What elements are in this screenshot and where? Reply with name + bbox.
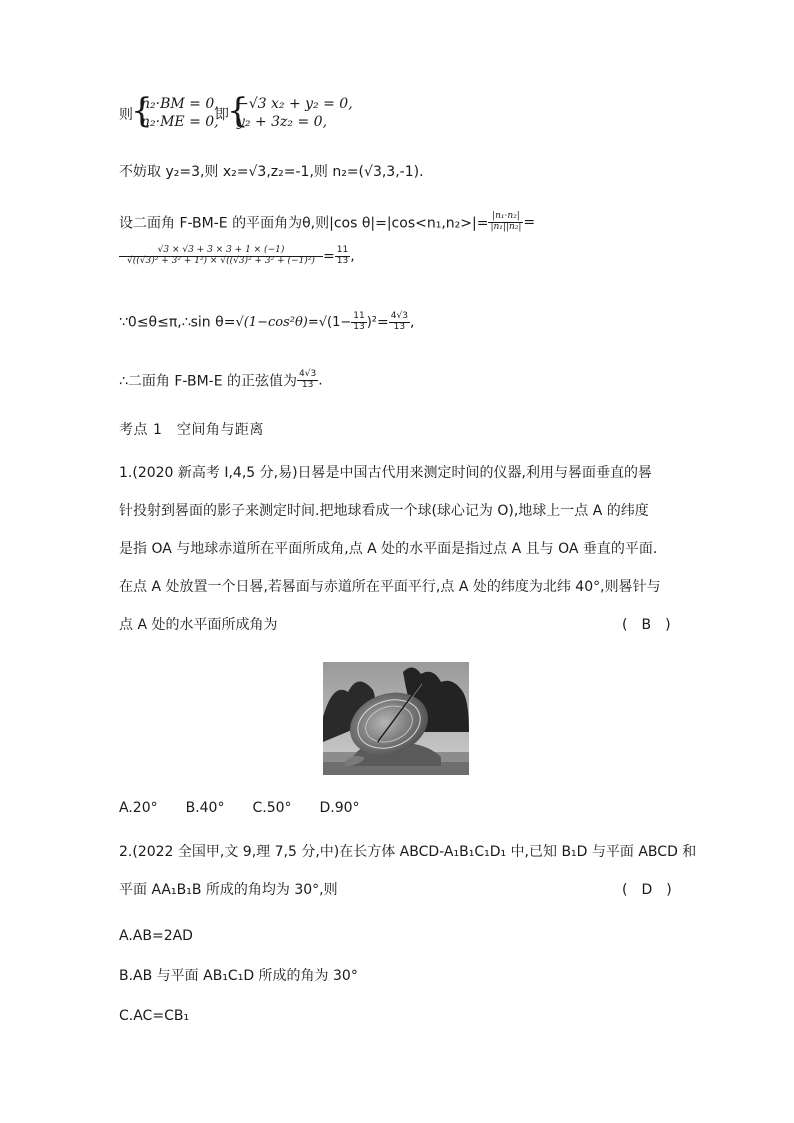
line5-equals: =	[377, 314, 389, 331]
q2-answer: ( D )	[622, 882, 672, 898]
left-brace-2: {	[227, 91, 249, 131]
line5-root2-num: 11	[353, 311, 365, 321]
solution-line-4: $\frac{√3 \times √3 + 3 \times 3 + 1 \times (-1)}{\text{√((√3)² + 3² + 1²) × √((√3)² + 3² + (−1)²)}}$ = $\frac{11}{13}$ ,	[119, 246, 355, 267]
q2-option-b: B.AB 与平面 AB₁C₁D 所成的角为 30°	[119, 968, 358, 984]
line5-root2-pre: =√(1−	[307, 314, 352, 330]
line4-fraction-den: √((√3)² + 3² + 1²) × √((√3)² + 3² + (−1)²)	[127, 255, 315, 266]
line4-fraction-num: √3 × √3 + 3 × 3 + 1 × (−1)	[119, 246, 323, 257]
system2-eq1: −√3 x₂ + y₂ = 0,	[237, 96, 353, 112]
q1-line-1: 1.(2020 新高考 Ⅰ,4,5 分,易)日晷是中国古代用来测定时间的仪器,利用与晷面垂直的晷	[119, 465, 653, 481]
line3-equals: =	[523, 214, 536, 231]
solution-line-3	[119, 212, 535, 233]
line5-end: ,	[409, 314, 415, 331]
line6-fraction-den: 13	[301, 379, 314, 390]
left-brace-1: {	[131, 91, 153, 131]
line3-text: 设二面角 F-BM-E 的平面角为θ,则|cos θ|=|cos<n₁,n₂>|=	[119, 215, 489, 232]
line4-result	[335, 246, 350, 267]
q1-line-3: 是指 OA 与地球赤道所在平面所成角,点 A 处的水平面是指过点 A 且与 OA 垂直的平面.	[119, 541, 658, 557]
jiji-label: 即	[215, 107, 229, 123]
line3-fraction-den: |n₁||n₂|	[490, 221, 522, 232]
q1-options: A.20° B.40° C.50° D.90°	[119, 800, 360, 816]
line5-root2-post: )²	[366, 314, 378, 330]
q2-line-1: 2.(2022 全国甲,文 9,理 7,5 分,中)在长方体 ABCD-A₁B₁C₁D₁ 中,已知 B₁D 与平面 ABCD 和	[119, 844, 697, 860]
sundial-illustration	[323, 662, 469, 775]
solution-line-6	[119, 370, 323, 391]
line5-text: ∵0≤θ≤π,∴sin θ=	[119, 314, 236, 331]
q2-option-a: A.AB=2AD	[119, 928, 193, 944]
line6-fraction-num: 4√3	[299, 369, 317, 379]
q1-line-5: 点 A 处的水平面所成角为	[119, 617, 278, 633]
system2-eq2: y₂ + 3z₂ = 0,	[237, 114, 328, 130]
line6-text: ∴二面角 F-BM-E 的正弦值为	[119, 373, 297, 390]
line5-result-den: 13	[393, 321, 406, 332]
line6-end: .	[318, 372, 323, 389]
q1-answer: ( B )	[622, 617, 671, 633]
solution-line-2: 不妨取 y₂=3,则 x₂=√3,z₂=-1,则 n₂=(√3,3,-1).	[119, 164, 424, 180]
line6-fraction	[297, 370, 318, 391]
line4-end: ,	[350, 248, 355, 265]
q1-line-4: 在点 A 处放置一个日晷,若晷面与赤道所在平面平行,点 A 处的纬度为北纬 40°,则晷针与	[119, 579, 661, 595]
line4-result-num: 11	[336, 245, 349, 255]
line3-fraction-num: |n₁·n₂|	[488, 212, 523, 223]
line5-root2-fraction	[351, 312, 366, 333]
line5-root2-den: 13	[353, 321, 365, 332]
q1-line-2: 针投射到晷面的影子来测定时间.把地球看成一个球(球心记为 O),地球上一点 A 的纬度	[119, 503, 649, 519]
system1-eq1: n₂·BM = 0,	[141, 96, 219, 112]
line5-root1: √(1−cos²θ)	[235, 314, 308, 330]
line3-fraction	[488, 212, 523, 233]
line5-result-num: 4√3	[390, 311, 408, 321]
system1-eq2: n₂·ME = 0,	[141, 114, 219, 130]
section-heading: 考点 1 空间角与距离	[119, 422, 264, 438]
line4-result-den: 13	[336, 255, 349, 266]
solution-line-5	[119, 312, 414, 333]
line5-result	[389, 312, 410, 333]
line4-fraction	[119, 246, 323, 267]
sundial-photo	[323, 662, 469, 775]
ze-label: 则	[119, 107, 133, 123]
q2-option-c: C.AC=CB₁	[119, 1008, 190, 1024]
q2-line-2: 平面 AA₁B₁B 所成的角均为 30°,则	[119, 882, 338, 898]
